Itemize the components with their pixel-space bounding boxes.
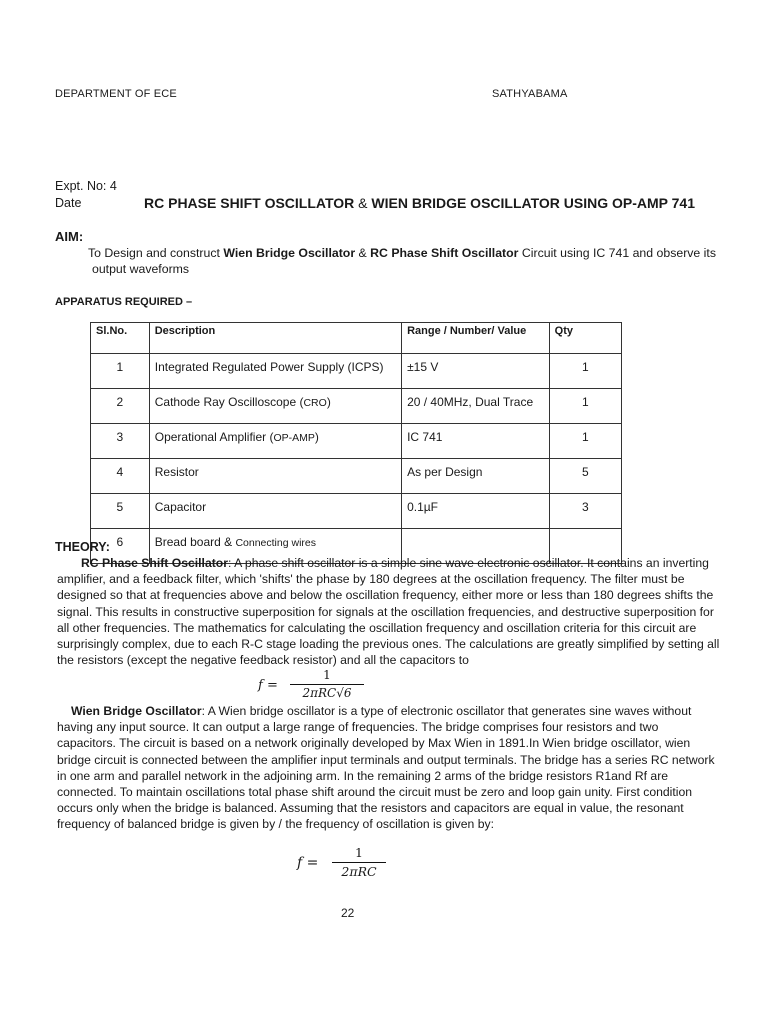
theory-heading: THEORY: xyxy=(55,540,110,554)
title-part2: WIEN BRIDGE OSCILLATOR USING OP-AMP 741 xyxy=(371,195,695,211)
cell-description: Integrated Regulated Power Supply (ICPS) xyxy=(149,354,401,389)
rc-label: RC Phase Shift Oscillator xyxy=(81,556,228,570)
formula2-numerator: 1 xyxy=(355,845,363,860)
page-number: 22 xyxy=(341,906,355,920)
cell-description xyxy=(149,424,401,459)
desc-main: Cathode Ray Oscilloscope ( xyxy=(154,395,304,409)
column-header-qty: Qty xyxy=(549,323,621,354)
desc-main: Operational Amplifier ( xyxy=(154,430,274,444)
experiment-number: Expt. No: 4 xyxy=(55,179,117,193)
title-ampersand: & xyxy=(358,195,368,211)
wien-line: in one arm and parallel network in the adjoining arm. In the remaining 2 arms of the bridge resistors R1and Rf are xyxy=(57,768,669,783)
desc-tail: ) xyxy=(314,430,319,444)
aim-text xyxy=(88,246,716,260)
cell-range: IC 741 xyxy=(402,424,550,459)
formula1-denominator: 2πRC√6 xyxy=(302,686,352,700)
aim-text-line2: output waveforms xyxy=(92,262,190,276)
apparatus-heading: APPARATUS REQUIRED – xyxy=(55,296,193,308)
apparatus-table xyxy=(90,322,622,564)
cell-slno: 6 xyxy=(91,529,150,564)
table-row xyxy=(91,354,622,389)
desc-main: Bread board & xyxy=(154,535,236,549)
column-header-description: Description xyxy=(149,323,401,354)
cell-slno: 5 xyxy=(91,494,150,529)
cell-qty: 1 xyxy=(549,389,621,424)
wien-line: connected. To maintain oscillations total phase shift around the circuit must be zero and loop gain unity. First condition xyxy=(57,785,693,800)
rc-line xyxy=(57,555,729,571)
rc-line: amplifier, and a feedback filter, which 'shifts' the phase by 180 degrees at the oscillation frequency. The filter must be xyxy=(57,572,685,587)
cell-slno: 4 xyxy=(91,459,150,494)
cell-qty: 5 xyxy=(549,459,621,494)
table-header-row xyxy=(91,323,622,354)
wien-bridge-paragraph xyxy=(57,703,729,833)
rc-line: signal. This results in constructive superposition for signals at the oscillation frequencies, and destructive superposition for xyxy=(57,604,714,619)
cell-description xyxy=(149,389,401,424)
header-department: DEPARTMENT OF ECE xyxy=(55,88,177,100)
cell-range: ±15 V xyxy=(402,354,550,389)
aim-text-post: Circuit using IC 741 and observe its xyxy=(518,246,716,260)
rc-line-text: : A phase shift oscillator is a simple sine wave electronic oscillator. It contains an inverting xyxy=(227,556,709,570)
wien-line xyxy=(57,703,729,719)
rc-line: designed so that at frequencies above and below the oscillation frequency, either more or less than 180 degrees shifts the xyxy=(57,588,714,603)
rc-line: surprisingly complex, due to each R-C stage loading the previous ones. The calculations are greatly simplified by setting all xyxy=(57,637,720,652)
cell-slno: 3 xyxy=(91,424,150,459)
formula1-lhs: f = xyxy=(258,678,278,693)
wien-line: occurs only when the bridge is balanced. Assuming that the resistors and capacitors are equal in value, the resonant xyxy=(57,801,684,816)
rc-phase-shift-paragraph xyxy=(57,555,729,668)
header-institution: SATHYABAMA xyxy=(492,88,568,100)
formula2-lhs: f = xyxy=(297,855,319,871)
title-part1: RC PHASE SHIFT OSCILLATOR xyxy=(144,195,355,211)
column-header-slno: Sl.No. xyxy=(91,323,150,354)
desc-small: Connecting wires xyxy=(235,537,316,549)
fraction-bar xyxy=(290,684,364,685)
table-row xyxy=(91,459,622,494)
wien-line: frequency of balanced bridge is given by / the frequency of oscillation is given by: xyxy=(57,817,494,832)
wien-label: Wien Bridge Oscillator xyxy=(71,704,202,718)
fraction-bar xyxy=(332,862,386,863)
cell-range: As per Design xyxy=(402,459,550,494)
date-label: Date xyxy=(55,196,82,210)
table-row xyxy=(91,389,622,424)
cell-range: 0.1µF xyxy=(402,494,550,529)
rc-line: the resistors (except the negative feedback resistor) and all the capacitors to xyxy=(57,653,469,668)
table-row xyxy=(91,424,622,459)
page-title xyxy=(144,195,695,211)
desc-small: OP-AMP xyxy=(273,432,315,444)
rc-line: all other frequencies. The mathematics for calculating the oscillation frequency and oscillation criteria for this circuit are xyxy=(57,620,697,635)
wien-line: capacitors. The circuit is based on a network originally developed by Max Wien in 1891.In Wien bridge oscillator, wien xyxy=(57,736,691,751)
wien-line: bridge circuit is connected between the amplifier input terminals and output terminals. The bridge has a series RC network xyxy=(57,752,715,767)
column-header-range: Range / Number/ Value xyxy=(402,323,550,354)
formula2-denominator: 2πRC xyxy=(341,864,377,879)
aim-text-mid: & xyxy=(355,246,371,260)
desc-tail: ) xyxy=(326,395,331,409)
table-row xyxy=(91,494,622,529)
cell-range: 20 / 40MHz, Dual Trace xyxy=(402,389,550,424)
cell-description: Capacitor xyxy=(149,494,401,529)
cell-slno: 1 xyxy=(91,354,150,389)
aim-bold-rc: RC Phase Shift Oscillator xyxy=(370,246,519,260)
aim-heading: AIM: xyxy=(55,229,84,244)
cell-qty: 3 xyxy=(549,494,621,529)
cell-qty: 1 xyxy=(549,424,621,459)
cell-slno: 2 xyxy=(91,389,150,424)
aim-text-pre: To Design and construct xyxy=(88,246,224,260)
cell-qty: 1 xyxy=(549,354,621,389)
desc-small: CRO xyxy=(303,397,327,409)
formula1-numerator: 1 xyxy=(323,668,331,682)
formula1-fraction xyxy=(290,668,364,702)
wien-line: having any input source. It can output a large range of frequencies. The bridge comprises four resistors and two xyxy=(57,720,659,735)
aim-bold-wien: Wien Bridge Oscillator xyxy=(223,246,356,260)
wien-line-text: : A Wien bridge oscillator is a type of electronic oscillator that generates sine waves without xyxy=(201,704,692,718)
formula2-fraction xyxy=(332,845,386,879)
cell-description: Resistor xyxy=(149,459,401,494)
